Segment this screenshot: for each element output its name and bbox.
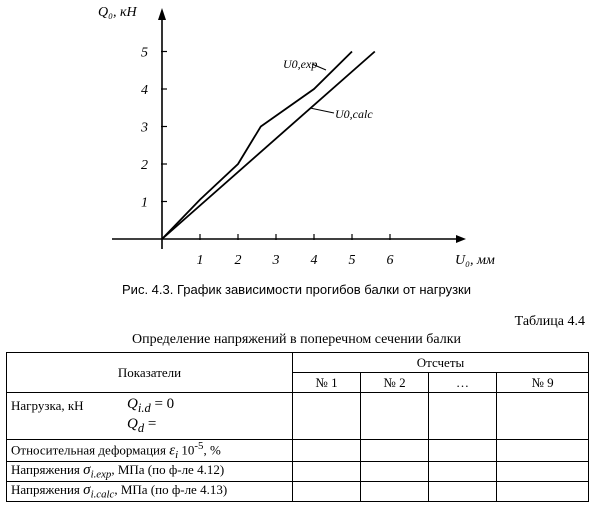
x-tick-label-6: 6 [386,253,394,268]
x-tick-label-2: 2 [234,253,242,268]
curve-exp-label: U0,exp [283,57,318,71]
series-line-exp [162,52,352,240]
cell-load-3[interactable] [429,393,497,440]
header-readings: Отсчеты [293,353,589,373]
cell-load-9[interactable] [497,393,589,440]
cell-stress-calc-3[interactable] [429,481,497,501]
x-axis-arrow [456,235,466,243]
y-tick-label-2: 2 [141,158,148,173]
header-indicators: Показатели [7,353,293,393]
chart-series [162,52,375,240]
row-load-label [7,393,293,440]
col-header-2: № 2 [361,373,429,393]
x-tick-label-3: 3 [272,253,280,268]
cell-strain-1[interactable] [293,440,361,462]
y-tick-label-3: 3 [141,120,148,136]
cell-strain-2[interactable] [361,440,429,462]
cell-load-2[interactable] [361,393,429,440]
row-stress-exp-label: Напряжения $\sigma_{i.exp}$, МПа (по ф-ле 4.12) [7,461,293,481]
cell-stress-exp-2[interactable] [361,461,429,481]
stress-table [6,352,589,502]
series-line-calc [162,52,375,240]
y-tick-label-4: 4 [141,83,148,98]
y-tick-label-1: 1 [141,195,148,211]
col-header-9: № 9 [497,373,589,393]
cell-stress-calc-9[interactable] [497,481,589,501]
col-header-3: … [429,373,497,393]
formula-qid: $Q_{i.d} = 0$ [127,396,175,415]
curve-calc-label: U0,calc [335,107,373,121]
y-axis-label: Q₀, кН [98,5,137,20]
x-tick-label-4: 4 [310,253,318,268]
cell-stress-exp-1[interactable] [293,461,361,481]
cell-load-1[interactable] [293,393,361,440]
table-title: Определение напряжений в поперечном сечении балки [131,332,462,347]
cell-stress-calc-2[interactable] [361,481,429,501]
row-strain-label: Относительная деформация $\varepsilon_i$ $10^{-5}$, % [7,440,293,462]
figure-caption: Рис. 4.3. График зависимости прогибов балки от нагрузки [122,282,471,297]
col-header-1: № 1 [293,373,361,393]
cell-stress-exp-9[interactable] [497,461,589,481]
row-stress-calc-label: Напряжения $\sigma_{i.calc}$, МПа (по ф-ле 4.13) [7,481,293,501]
cell-strain-3[interactable] [429,440,497,462]
cell-stress-exp-3[interactable] [429,461,497,481]
x-tick-label-1: 1 [196,253,204,268]
chart-axes [112,8,466,249]
row-load-text: Нагрузка, кН [11,398,84,413]
table-number: Таблица 4.4 [514,314,585,329]
formula-qd: $Q_d$ = [127,416,157,435]
y-tick-label-5: 5 [141,45,148,61]
x-tick-label-5: 5 [348,253,356,268]
chart-labels [98,5,495,268]
axis-ticks [140,46,394,269]
x-axis-label: U₀, мм [455,253,495,268]
cell-strain-9[interactable] [497,440,589,462]
leader-calc [310,108,334,113]
cell-stress-calc-1[interactable] [293,481,361,501]
y-axis-arrow [158,8,166,20]
